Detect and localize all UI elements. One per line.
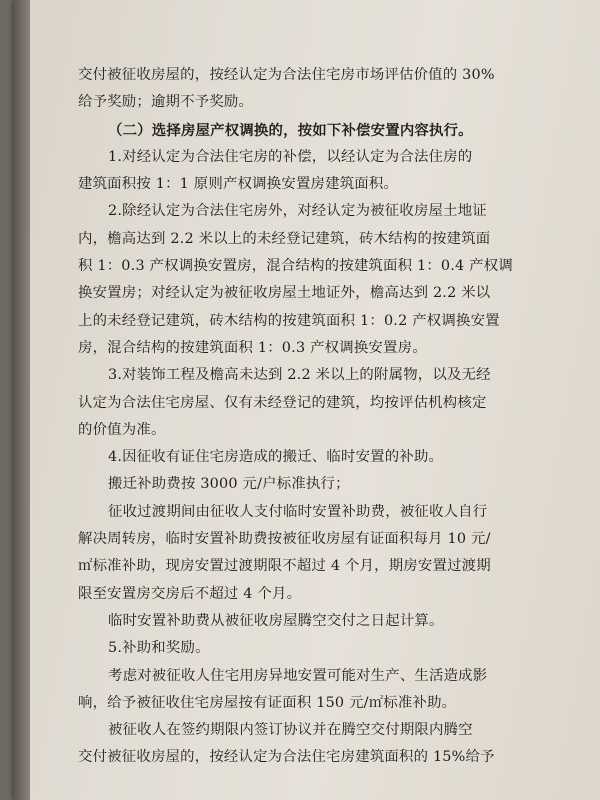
text-line: 内，檐高达到 2.2 米以上的未经登记建筑，砖木结构的按建筑面: [78, 230, 491, 247]
text-line: 被征收人在签约期限内签订协议并在腾空交付期限内腾空: [108, 722, 473, 739]
text-line: 给予奖励；逾期不予奖励。: [78, 94, 254, 111]
text-line: ㎡标准补助，现房安置过渡期限不超过 4 个月，期房安置过渡期: [78, 558, 491, 575]
section-heading: （二）选择房屋产权调换的，按如下补偿安置内容执行。: [108, 121, 473, 139]
text-line: 换安置房；对经认定为被征收房屋土地证外，檐高达到 2.2 米以: [78, 285, 491, 302]
page-edge-shadow: [14, 0, 30, 800]
text-line: 响，给予被征收住宅房屋按有证面积 150 元/㎡标准补助。: [78, 694, 457, 711]
text-line: 交付被征收房屋的，按经认定为合法住宅房建筑面积的 15%给予: [78, 749, 495, 766]
text-line: 2.除经认定为合法住宅房外，对经认定为被征收房屋土地证: [108, 203, 487, 220]
text-line: 解决周转房，临时安置补助费按被征收房屋有证面积每月 10 元/: [78, 531, 491, 548]
text-line: 临时安置补助费从被征收房屋腾空交付之日起计算。: [108, 612, 444, 629]
text-line: 搬迁补助费按 3000 元/户标准执行；: [108, 476, 350, 493]
text-line: 限至安置房交房后不超过 4 个月。: [78, 585, 302, 602]
text-line: 1.对经认定为合法住宅房的补偿，以经认定为合法住房的: [108, 148, 473, 165]
text-line: 认定为合法住宅房屋、仅有未经登记的建筑，均按评估机构核定: [78, 394, 487, 411]
document-body: [78, 62, 590, 772]
text-line: 3.对装饰工程及檐高未达到 2.2 米以上的附属物，以及无经: [108, 367, 491, 384]
text-line: 积 1：0.3 产权调换安置房，混合结构的按建筑面积 1：0.4 产权调: [78, 258, 513, 275]
text-line: 建筑面积按 1：1 原则产权调换安置房建筑面积。: [78, 176, 399, 193]
text-line: 的价值为准。: [78, 421, 166, 438]
text-line: 5.补助和奖励。: [108, 640, 210, 657]
text-line: 4.因征收有证住宅房造成的搬迁、临时安置的补助。: [108, 449, 444, 466]
text-line: 上的未经登记建筑，砖木结构的按建筑面积 1：0.2 产权调换安置: [78, 312, 500, 329]
text-line: 考虑对被征收人住宅用房异地安置可能对生产、生活造成影: [108, 667, 488, 684]
document-page: [14, 0, 600, 800]
text-line: 房，混合结构的按建筑面积 1：0.3 产权调换安置房。: [78, 339, 427, 356]
text-line: 征收过渡期间由征收人支付临时安置补助费，被征收人自行: [108, 503, 488, 520]
text-line: 交付被征收房屋的，按经认定为合法住宅房市场评估价值的 30%: [78, 67, 495, 83]
